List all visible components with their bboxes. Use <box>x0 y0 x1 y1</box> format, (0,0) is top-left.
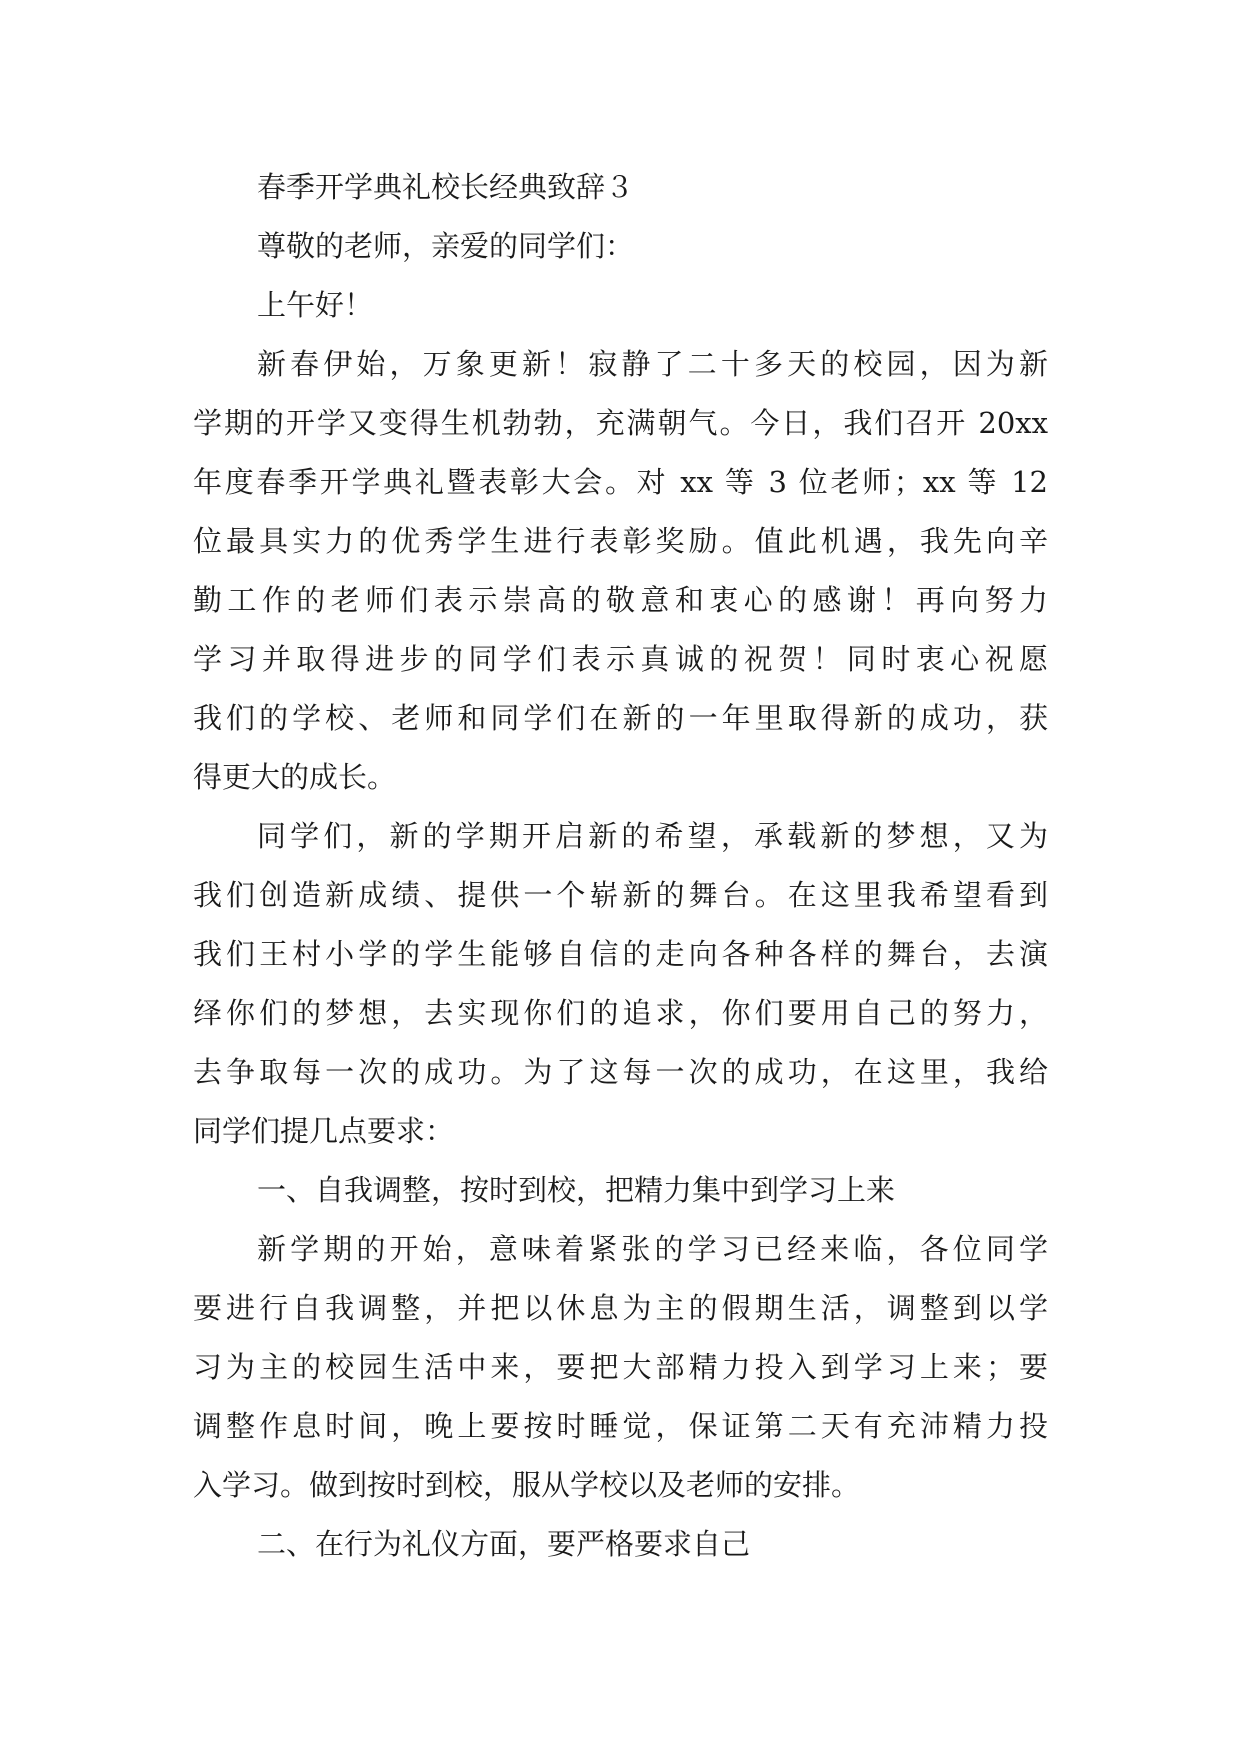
paragraph-line: 同学们提几点要求： <box>193 1114 455 1148</box>
paragraph-line: 年度春季开学典礼暨表彰大会。对 xx 等 3 位老师；xx 等 12 <box>193 465 1048 499</box>
paragraph-line: 位最具实力的优秀学生进行表彰奖励。值此机遇，我先向辛 <box>193 524 1048 558</box>
greeting: 上午好！ <box>257 288 374 322</box>
section-heading-1 <box>193 1161 1048 1220</box>
paragraph-3 <box>193 1220 1048 1515</box>
paragraph-line: 我们创造新成绩、提供一个崭新的舞台。在这里我希望看到 <box>193 878 1048 912</box>
paragraph-line: 学习并取得进步的同学们表示真诚的祝贺！同时衷心祝愿 <box>193 642 1048 676</box>
section-heading: 二、在行为礼仪方面，要严格要求自己 <box>257 1527 751 1561</box>
section-heading: 一、自我调整，按时到校，把精力集中到学习上来 <box>257 1173 896 1207</box>
paragraph-line: 习为主的校园生活中来，要把大部精力投入到学习上来；要 <box>193 1350 1048 1384</box>
document-body <box>193 158 1048 1574</box>
paragraph-line: 调整作息时间，晚上要按时睡觉，保证第二天有充沛精力投 <box>193 1409 1048 1443</box>
salutation: 尊敬的老师，亲爱的同学们： <box>257 229 635 263</box>
paragraph-line: 同学们，新的学期开启新的希望，承载新的梦想，又为 <box>257 819 1048 853</box>
paragraph-line: 绎你们的梦想，去实现你们的追求，你们要用自己的努力， <box>193 996 1048 1030</box>
paragraph-line: 去争取每一次的成功。为了这每一次的成功，在这里，我给 <box>193 1055 1048 1089</box>
section-heading-2 <box>193 1515 1048 1574</box>
paragraph-1 <box>193 335 1048 807</box>
paragraph-line: 得更大的成长。 <box>193 760 397 794</box>
paragraph-line: 新学期的开始，意味着紧张的学习已经来临，各位同学 <box>257 1232 1048 1266</box>
paragraph-line: 学期的开学又变得生机勃勃，充满朝气。今日，我们召开 20xx <box>193 406 1048 440</box>
paragraph-line: 我们王村小学的学生能够自信的走向各种各样的舞台，去演 <box>193 937 1048 971</box>
paragraph-line: 勤工作的老师们表示崇高的敬意和衷心的感谢！再向努力 <box>193 583 1048 617</box>
paragraph-line: 要进行自我调整，并把以休息为主的假期生活，调整到以学 <box>193 1291 1048 1325</box>
paragraph-line: 入学习。做到按时到校，服从学校以及老师的安排。 <box>193 1468 861 1502</box>
document-title: 春季开学典礼校长经典致辞３ <box>257 170 635 204</box>
paragraph-line: 我们的学校、老师和同学们在新的一年里取得新的成功，获 <box>193 701 1048 735</box>
paragraph-line: 新春伊始，万象更新！寂静了二十多天的校园，因为新 <box>257 347 1048 381</box>
paragraph-2 <box>193 807 1048 1161</box>
